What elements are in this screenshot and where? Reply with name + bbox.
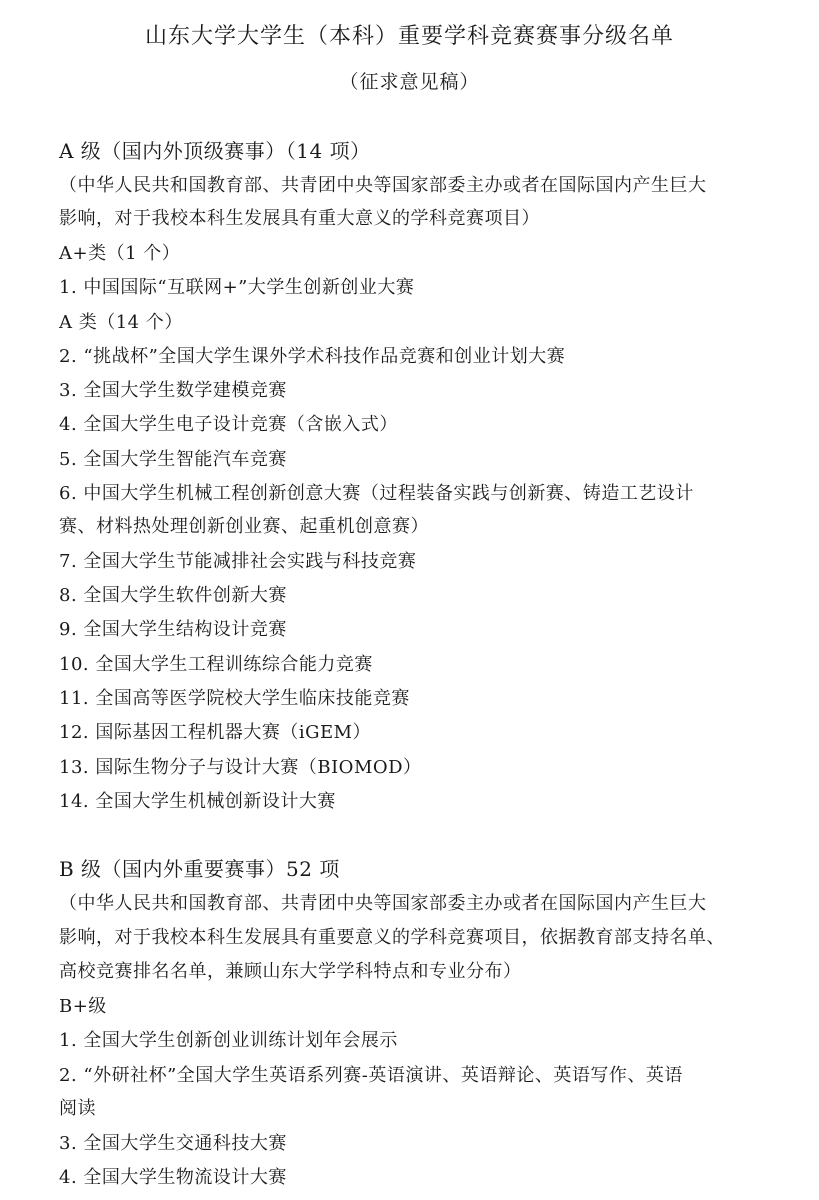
list-item: 3. 全国大学生交通科技大赛: [59, 1133, 287, 1154]
list-item: 2. “挑战杯”全国大学生课外学术科技作品竞赛和创业计划大赛: [59, 346, 566, 367]
section-a-description: 影响，对于我校本科生发展具有重大意义的学科竞赛项目）: [59, 208, 540, 229]
page-subtitle: （征求意见稿）: [339, 71, 480, 93]
list-item-continuation: 阅读: [59, 1098, 96, 1119]
list-item: 1. 全国大学生创新创业训练计划年会展示: [59, 1030, 398, 1051]
aplus-category-label: A+类（1 个）: [59, 243, 181, 264]
section-b-description: （中华人民共和国教育部、共青团中央等国家部委主办或者在国际国内产生巨大: [59, 893, 707, 914]
a-category-label: A 类（14 个）: [59, 312, 183, 333]
list-item: 11. 全国高等医学院校大学生临床技能竞赛: [59, 688, 410, 709]
section-a-description: （中华人民共和国教育部、共青团中央等国家部委主办或者在国际国内产生巨大: [59, 175, 707, 196]
list-item: 14. 全国大学生机械创新设计大赛: [59, 791, 336, 812]
section-b-heading: B 级（国内外重要赛事）52 项: [59, 857, 340, 881]
list-item: 4. 全国大学生电子设计竞赛（含嵌入式）: [59, 414, 398, 435]
bplus-category-label: B+级: [59, 996, 107, 1017]
list-item-continuation: 赛、材料热处理创新创业赛、起重机创意赛）: [59, 516, 429, 537]
section-a-heading: A 级（国内外顶级赛事）（14 项）: [59, 139, 371, 163]
list-item: 10. 全国大学生工程训练综合能力竞赛: [59, 654, 373, 675]
list-item: 4. 全国大学生物流设计大赛: [59, 1167, 287, 1188]
list-item: 12. 国际基因工程机器大赛（iGEM）: [59, 722, 372, 743]
list-item: 13. 国际生物分子与设计大赛（BIOMOD）: [59, 757, 422, 778]
section-b-description: 影响，对于我校本科生发展具有重要意义的学科竞赛项目，依据教育部支持名单、: [59, 927, 725, 948]
section-b-description: 高校竞赛排名名单，兼顾山东大学学科特点和专业分布）: [59, 961, 522, 982]
list-item: 3. 全国大学生数学建模竞赛: [59, 380, 287, 401]
list-item: 9. 全国大学生结构设计竞赛: [59, 619, 287, 640]
list-item: 7. 全国大学生节能减排社会实践与科技竞赛: [59, 551, 417, 572]
list-item: 5. 全国大学生智能汽车竞赛: [59, 449, 287, 470]
list-item: 2. “外研社杯”全国大学生英语系列赛-英语演讲、英语辩论、英语写作、英语: [59, 1065, 683, 1086]
list-item: 1. 中国国际“互联网+”大学生创新创业大赛: [59, 277, 415, 298]
list-item: 6. 中国大学生机械工程创新创意大赛（过程装备实践与创新赛、铸造工艺设计: [59, 483, 694, 504]
page-title: 山东大学大学生（本科）重要学科竞赛赛事分级名单: [144, 24, 674, 49]
list-item: 8. 全国大学生软件创新大赛: [59, 585, 287, 606]
